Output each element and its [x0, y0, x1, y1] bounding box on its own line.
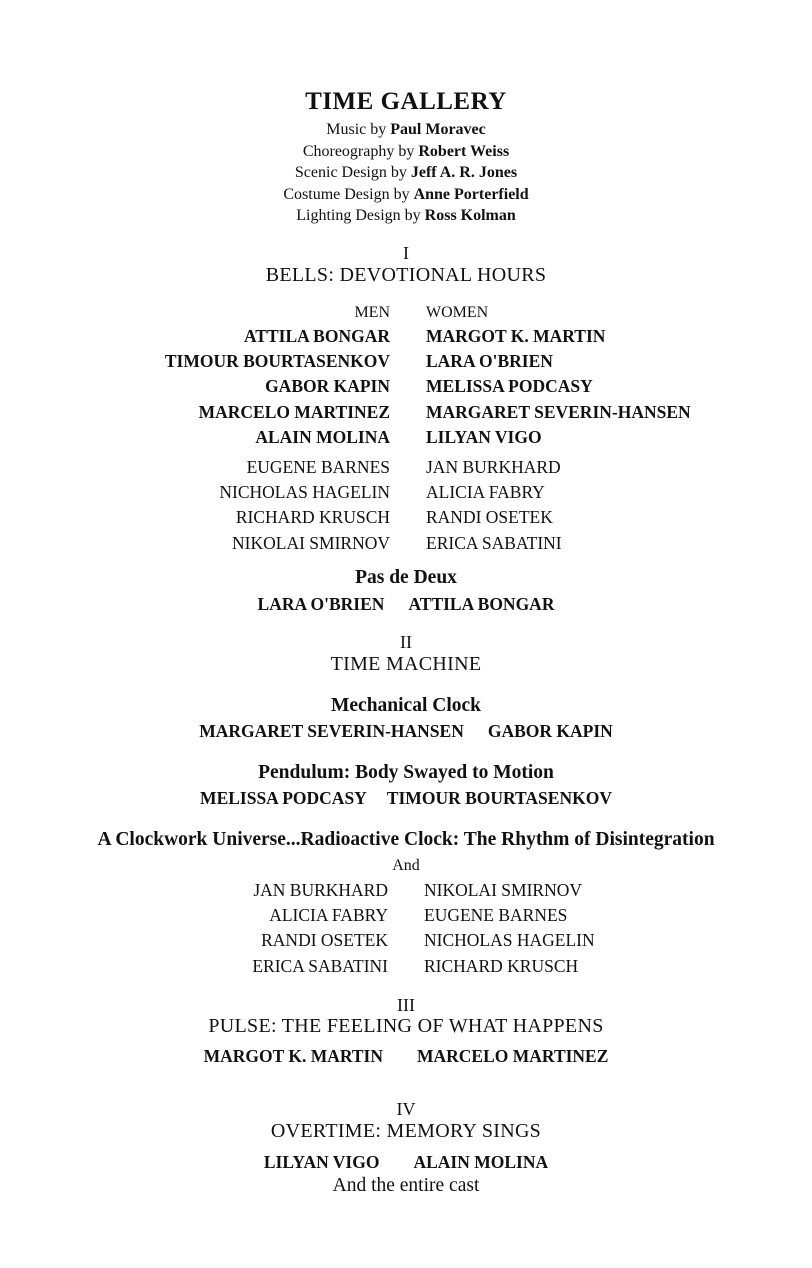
- ensemble-man: NIKOLAI SMIRNOV: [232, 532, 390, 553]
- left-column: [252, 878, 388, 979]
- credit-name: Robert Weiss: [418, 142, 510, 160]
- credit-role: Music by: [326, 121, 387, 138]
- dancer: LILYAN VIGO: [263, 1152, 380, 1172]
- part2-heading: TIME MACHINE: [330, 653, 482, 675]
- credit-costume: [0, 184, 812, 206]
- credit-name: Ross Kolman: [424, 207, 516, 224]
- dancer: MARGARET SEVERIN-HANSEN: [199, 721, 464, 741]
- right-column: [424, 878, 595, 979]
- dancer: LARA O'BRIEN: [257, 594, 385, 614]
- credit-role: Lighting Design by: [296, 207, 421, 224]
- credit-role: Costume Design by: [283, 185, 410, 203]
- principal-man: ATTILA BONGAR: [243, 326, 390, 346]
- credit-role: Scenic Design by: [294, 164, 407, 181]
- principal-man: TIMOUR BOURTASENKOV: [164, 351, 390, 372]
- credit-name: Paul Moravec: [390, 121, 486, 138]
- credit-name: Jeff A. R. Jones: [410, 164, 518, 181]
- ensemble-woman: RANDI OSETEK: [426, 507, 553, 528]
- dancer: MARGOT K. MARTIN: [203, 1046, 383, 1066]
- part3-dancers: [0, 1046, 812, 1067]
- pas-de-deux-dancers: [0, 594, 812, 615]
- ensemble-dancer: ALICIA FABRY: [269, 905, 388, 926]
- part4-numeral: IV: [396, 1099, 416, 1119]
- ensemble-dancer: RANDI OSETEK: [261, 930, 388, 951]
- clockwork-title: A Clockwork Universe...Radioactive Clock: The Rhythm of Disintegration: [97, 829, 715, 850]
- ensemble-man: NICHOLAS HAGELIN: [219, 482, 390, 503]
- dancer: ATTILA BONGAR: [408, 594, 555, 614]
- credit-role: Choreography by: [302, 142, 415, 160]
- dancer: GABOR KAPIN: [487, 721, 613, 741]
- ensemble-dancer: RICHARD KRUSCH: [424, 955, 579, 976]
- principal-woman: LILYAN VIGO: [426, 426, 542, 447]
- dancer: MARCELO MARTINEZ: [417, 1046, 609, 1066]
- principal-woman: MARGARET SEVERIN-HANSEN: [426, 401, 691, 422]
- principal-man: GABOR KAPIN: [265, 376, 390, 397]
- mechanical-clock-title: Mechanical Clock: [330, 695, 482, 716]
- ensemble-dancer: JAN BURKHARD: [253, 880, 388, 900]
- and-label: And: [392, 857, 420, 874]
- ensemble-woman: ALICIA FABRY: [426, 482, 545, 503]
- women-header: WOMEN: [426, 304, 489, 321]
- pendulum-title: Pendulum: Body Swayed to Motion: [258, 762, 554, 783]
- pendulum-dancers: [0, 788, 812, 809]
- mechanical-clock-dancers: [0, 721, 812, 742]
- credit-scenic: [0, 162, 812, 184]
- principal-woman: MELISSA PODCASY: [426, 376, 593, 397]
- principal-man: MARCELO MARTINEZ: [198, 401, 390, 422]
- ending-line: And the entire cast: [332, 1175, 480, 1196]
- ensemble-man: RICHARD KRUSCH: [235, 507, 390, 528]
- ensemble-woman: JAN BURKHARD: [426, 456, 561, 477]
- part4-heading: OVERTIME: MEMORY SINGS: [270, 1120, 542, 1142]
- part1-heading: BELLS: DEVOTIONAL HOURS: [265, 264, 547, 286]
- principal-woman: LARA O'BRIEN: [426, 351, 553, 372]
- ballet-title: TIME GALLERY: [305, 88, 507, 115]
- part3-numeral: III: [397, 995, 415, 1015]
- credit-music: [0, 119, 812, 141]
- ensemble-dancer: EUGENE BARNES: [424, 905, 568, 926]
- dancer: MELISSA PODCASY: [200, 788, 367, 808]
- pas-de-deux-title: Pas de Deux: [355, 567, 457, 588]
- men-header: MEN: [354, 304, 390, 321]
- principal-man: ALAIN MOLINA: [255, 426, 390, 447]
- ensemble-dancer: NIKOLAI SMIRNOV: [424, 880, 582, 900]
- credit-name: Anne Porterfield: [413, 185, 529, 203]
- men-column: [165, 302, 390, 556]
- dancer: ALAIN MOLINA: [413, 1152, 549, 1172]
- ensemble-dancer: NICHOLAS HAGELIN: [424, 930, 595, 951]
- part4-dancers: [0, 1152, 812, 1173]
- dancer: TIMOUR BOURTASENKOV: [386, 788, 612, 808]
- principal-woman: MARGOT K. MARTIN: [426, 326, 606, 346]
- ensemble-dancer: ERICA SABATINI: [252, 955, 388, 976]
- women-column: [426, 302, 691, 556]
- credit-lighting: [0, 205, 812, 227]
- part3-heading: PULSE: THE FEELING OF WHAT HAPPENS: [208, 1015, 604, 1037]
- ensemble-woman: ERICA SABATINI: [426, 532, 562, 553]
- credit-choreography: [0, 141, 812, 163]
- ensemble-man: EUGENE BARNES: [246, 456, 390, 477]
- part1-numeral: I: [403, 243, 409, 263]
- part2-numeral: II: [400, 632, 412, 652]
